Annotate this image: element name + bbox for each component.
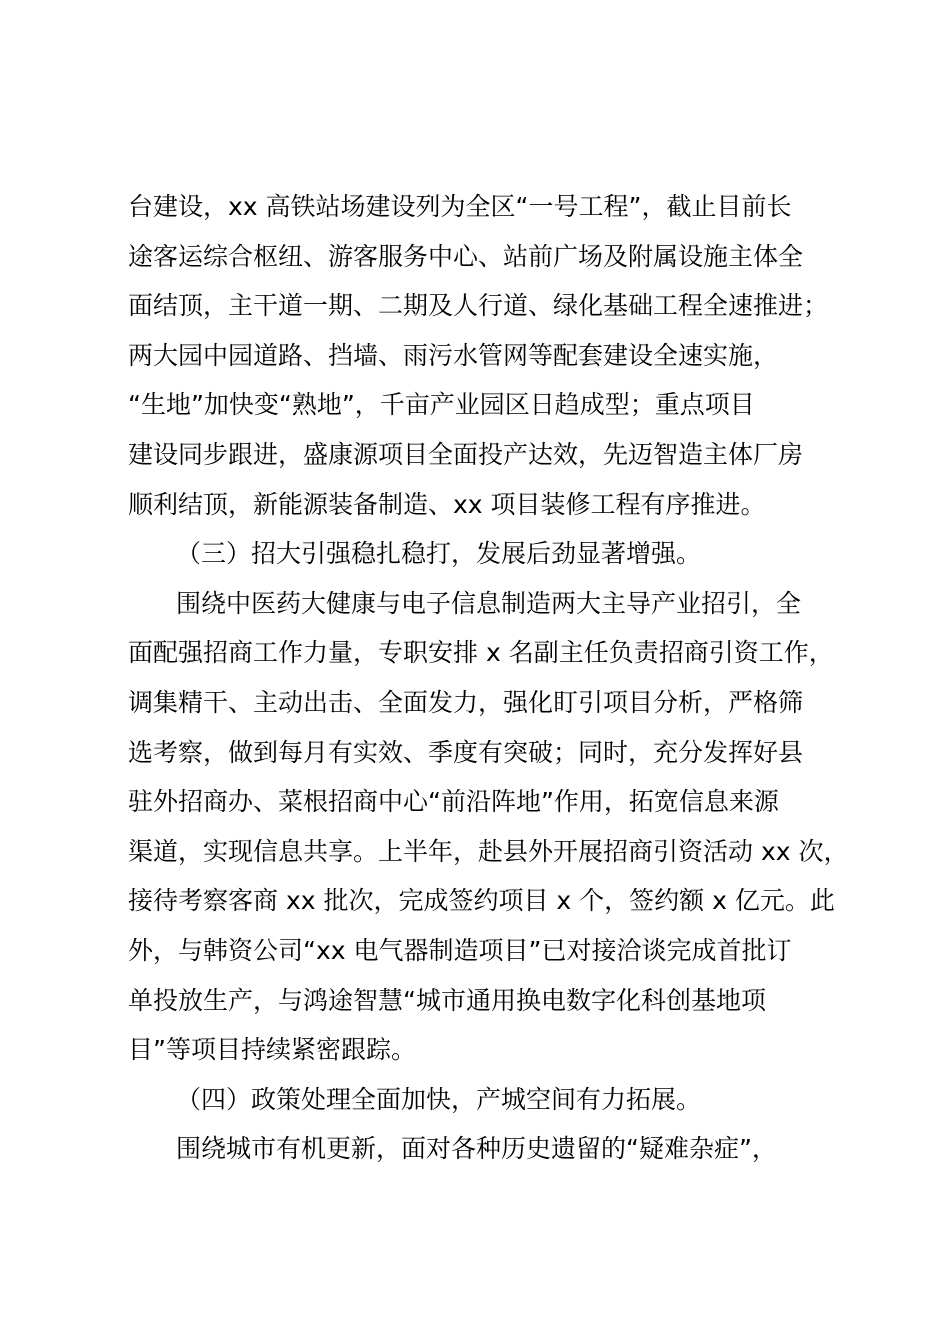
document-body <box>128 182 868 1174</box>
section-heading: （三）招大引强稳扎稳打，发展后劲显著增强。 <box>176 539 702 569</box>
text-line: 建设同步跟进，盛康源项目全面投产达效，先迈智造主体厂房 <box>128 439 804 469</box>
text-line: 目”等项目持续紧密跟踪。 <box>128 1035 416 1065</box>
text-line: 接待考察客商 xx 批次，完成签约项目 x 个，签约额 x 亿元。此 <box>128 886 835 916</box>
text-line: 调集精干、主动出击、全面发力，强化盯引项目分析，严格筛 <box>128 687 804 717</box>
paragraph-start: 围绕中医药大健康与电子信息制造两大主导产业招引，全 <box>176 588 802 618</box>
text-line: “生地”加快变“熟地”，千亩产业园区日趋成型；重点项目 <box>128 390 755 420</box>
text-line: 顺利结顶，新能源装备制造、xx 项目装修工程有序推进。 <box>128 489 766 519</box>
text-line: 单投放生产，与鸿途智慧“城市通用换电数字化科创基地项 <box>128 985 766 1015</box>
text-line: 台建设，xx 高铁站场建设列为全区“一号工程”，截止目前长 <box>128 192 792 221</box>
text-line: 面配强招商工作力量，专职安排 x 名副主任负责招商引资工作， <box>128 638 834 668</box>
section-heading: （四）政策处理全面加快，产城空间有力拓展。 <box>176 1084 702 1114</box>
text-line: 途客运综合枢纽、游客服务中心、站前广场及附属设施主体全 <box>128 241 804 271</box>
text-line: 外，与韩资公司“xx 电气器制造项目”已对接洽谈完成首批订 <box>128 935 792 965</box>
paragraph-start: 围绕城市有机更新，面对各种历史遗留的“疑难杂症”， <box>176 1134 777 1164</box>
text-line: 选考察，做到每月有实效、季度有突破；同时，充分发挥好县 <box>128 737 804 767</box>
text-line: 两大园中园道路、挡墙、雨污水管网等配套建设全速实施， <box>128 340 779 370</box>
text-line: 渠道，实现信息共享。上半年，赴县外开展招商引资活动 xx 次， <box>128 836 849 866</box>
text-line: 面结顶，主干道一期、二期及人行道、绿化基础工程全速推进； <box>128 291 829 321</box>
text-line: 驻外招商办、菜根招商中心“前沿阵地”作用，拓宽信息来源 <box>128 787 779 817</box>
